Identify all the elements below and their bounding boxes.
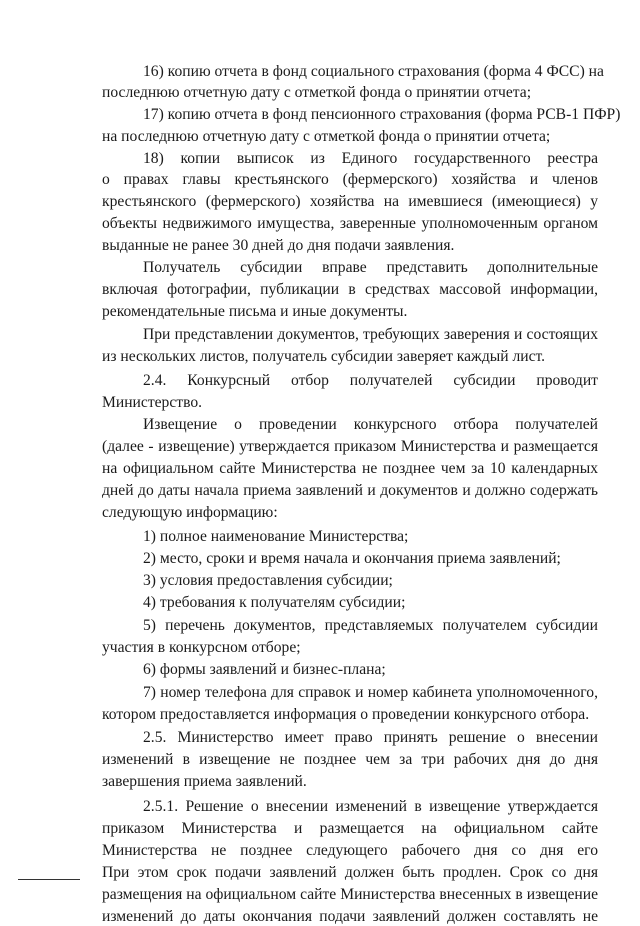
text-line: объекты недвижимого имущества, заверенные уполномоченным органом: [102, 215, 598, 232]
text-line: 6) формы заявлений и бизнес-плана;: [143, 661, 386, 678]
text-line: 7) номер телефона для справок и номер кабинета уполномоченного,: [143, 684, 598, 701]
text-line: Извещение о проведении конкурсного отбора получателей: [143, 416, 598, 433]
footnote-divider: [18, 879, 80, 880]
text-line: последнюю отчетную дату с отметкой фонда о принятии отчета;: [102, 84, 532, 101]
text-line: 2) место, сроки и время начала и окончания приема заявлений;: [143, 550, 561, 567]
text-line: При этом срок подачи заявлений должен быть продлен. Срок со дня: [102, 864, 598, 881]
text-line: 18) копии выписок из Единого государственного реестра: [143, 150, 598, 167]
text-line: изменений до даты окончания подачи заявлений должен составлять не: [102, 908, 598, 925]
text-line: Получатель субсидии вправе представить дополнительные: [143, 259, 598, 276]
text-line: следующую информацию:: [102, 504, 278, 521]
text-line: (далее - извещение) утверждается приказом Министерства и размещается: [102, 438, 598, 455]
text-line: 1) полное наименование Министерства;: [143, 528, 409, 545]
text-line: изменений в извещение не позднее чем за три рабочих дня до дня: [102, 751, 598, 768]
text-line: размещения на официальном сайте Министерства внесенных в извещение: [102, 886, 598, 903]
text-line: о правах главы крестьянского (фермерского) хозяйства и членов: [102, 171, 598, 188]
text-line: участия в конкурсном отборе;: [102, 639, 301, 656]
text-line: на последнюю отчетную дату с отметкой фонда о принятии отчета;: [102, 128, 551, 145]
text-line: из нескольких листов, получатель субсидии заверяет каждый лист.: [102, 348, 546, 365]
text-line: на официальном сайте Министерства не позднее чем за 10 календарных: [102, 460, 598, 477]
text-line: 3) условия предоставления субсидии;: [143, 572, 393, 589]
text-line: приказом Министерства и размещается на официальном сайте: [102, 820, 598, 837]
text-line: дней до даты начала приема заявлений и документов и должно содержать: [102, 482, 598, 499]
text-line: 2.5. Министерство имеет право принять решение о внесении: [143, 729, 598, 746]
text-line: Министерства не позднее следующего рабочего дня со дня его: [102, 842, 598, 859]
text-line: 5) перечень документов, представляемых получателем субсидии: [143, 617, 598, 634]
text-line: Министерство.: [102, 394, 203, 411]
text-line: 4) требования к получателям субсидии;: [143, 594, 406, 611]
text-line: При представлении документов, требующих заверения и состоящих: [143, 326, 598, 343]
text-line: 16) копию отчета в фонд социального страхования (форма 4 ФСС) на: [143, 63, 604, 80]
text-line: 2.4. Конкурсный отбор получателей субсидии проводит: [143, 372, 598, 389]
text-line: 2.5.1. Решение о внесении изменений в извещение утверждается: [143, 798, 598, 815]
text-line: выданные не ранее 30 дней до дня подачи заявления.: [102, 237, 455, 254]
text-line: крестьянского (фермерского) хозяйства на имевшиеся (имеющиеся) у: [102, 193, 598, 210]
text-line: 17) копию отчета в фонд пенсионного страхования (форма РСВ-1 ПФР): [143, 106, 621, 123]
text-line: рекомендательные письма и иные документы.: [102, 303, 408, 320]
text-line: завершения приема заявлений.: [102, 773, 307, 790]
text-line: котором предоставляется информация о проведении конкурсного отбора.: [102, 706, 590, 723]
text-line: включая фотографии, публикации в средствах массовой информации,: [102, 281, 598, 298]
